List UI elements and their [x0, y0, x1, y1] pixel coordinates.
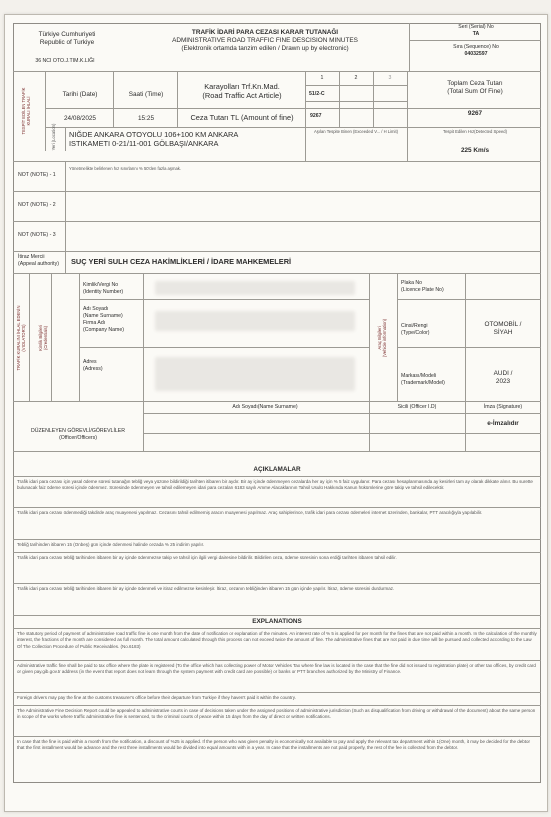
- type-label-1: Cinsi/Rengi: [401, 323, 428, 329]
- date-value-line: [45, 108, 177, 109]
- officer-label-1: DÜZENLEYEN GÖREVLİ/GÖREVLİLER: [31, 428, 125, 434]
- address-redacted: [155, 357, 355, 391]
- serial-value: TA: [472, 31, 480, 37]
- vehicle-side-label-2: (Vehicle information): [382, 318, 387, 358]
- appeal-value: SUÇ YERİ SULH CEZA HAKİMLİKLERİ / İDARE MAHKEMELERİ: [71, 257, 292, 266]
- explanation-tr-4: Trafik idari para cezası tebliğ tarihinden itibaren bir ay içinde ödenmezse takip ve tahsil için ilgili vergi dairesine bildirilir. Bildirilen ceza, ödeme süresinin sona erdiği tarihten itibaren tahsil edilir.: [17, 555, 397, 560]
- vehicle-divider-left: [369, 273, 370, 401]
- total-label-1: Toplam Ceza Tutarı: [447, 80, 503, 87]
- issuer-line-1: Türkiye Cumhuriyeti: [38, 31, 96, 38]
- note-3-label: NOT (NOTE) - 3: [18, 232, 56, 238]
- type-row-bottom: [397, 347, 541, 348]
- col-3-header: 3: [388, 75, 392, 81]
- explanation-tr-1: Trafik idari para cezası için yasal ödeme süresi tutanağın tebliğ veya yüzüne bildirildiği tarihten itibaren bir aydır. Bir ay içinde ödenmeyen cezalarda her ay için % 5 faiz uygulanır. Para cezası hesaplanmasında ay kesirleri tam ay olarak dikkate alınır. Bu surette bulunacak faiz ödeme süresi içinde ödenmez. Süresinde ödenmeyen ve tahsil edilemeyen idari para cezaları 6183 sayılı Amme Alacaklarının Tahsil Usulü Hakkında Kanun hükümlerine göre takip ve tahsil edilecektir.: [17, 479, 533, 491]
- violator-side-label: [16, 276, 30, 400]
- explanation-en-4: The Administrative Fine Decision Report could be appealed to administrative courts in case of decisions taken under the assigned positions of administrative jurisdiction (Such as disqualification from driving or withdrawal of the document) about the same person in scope of the works where traffic administrative fine is sentenced, to the criminal courts of peace within 15 days from the day of direct or written notifications.: [17, 708, 536, 720]
- location-line-1: NIĞDE ANKARA OTOYOLU 106+100 KM ANKARA: [69, 130, 239, 139]
- model-label-2: (Trademark/Model): [401, 380, 445, 386]
- note-1-label: NOT (NOTE) - 1: [18, 172, 56, 178]
- header-bottom-line: [13, 71, 541, 72]
- explanation-en-3-line: [13, 705, 541, 706]
- col-1-header: 1: [320, 75, 324, 81]
- vehicle-divider-mid: [397, 273, 398, 401]
- plate-label-1: Plaka No: [401, 280, 423, 286]
- note-2-label: NOT (NOTE) - 2: [18, 202, 56, 208]
- violator-side-label-1: TRAFİK KURALINI İHLAL EDENİN: [16, 305, 21, 371]
- explanation-en-5: In case that the fine is paid within a month from the notification, a discount of %25 is applied. If the person who was given penalty is economically not available to pay and apply the relevant tax department within 1(One) month, it may be decided for the debtor that the first installment would be advance and the rest three installments would be divided into equal amounts with in a year. In case that the installments are not paid properly, the rest of the fee is collected from the debtor.: [17, 739, 531, 751]
- type-value-1: OTOMOBİL /: [484, 321, 522, 328]
- plate-row-bottom: [397, 299, 541, 300]
- location-line-2: ISTIKAMETI 0-21/11-001 GÖLBAŞI/ANKARA: [69, 139, 219, 148]
- location-divider-1: [305, 127, 306, 161]
- model-value-1: AUDI /: [493, 370, 513, 377]
- officer-header-line: [143, 413, 541, 414]
- explanation-tr-3: Tebliğ tarihinden itibaren 15 (Onbeş) gün içinde ödenmesi halinde cezada % 25 indirim yapılır.: [17, 542, 205, 547]
- officer-reg-header: Sicili (Officer I.D): [397, 404, 437, 410]
- explanation-tr-1-line: [13, 507, 541, 508]
- notes-divider: [65, 161, 66, 251]
- officer-name-header: Adı Soyadı(Name Surname): [232, 404, 298, 410]
- model-value-2: 2023: [495, 378, 511, 385]
- violator-value-divider: [143, 273, 144, 401]
- explanation-en-1-line: [13, 660, 541, 661]
- article-value-line: [305, 101, 407, 102]
- name-row-bottom: [79, 347, 369, 348]
- date-block-bottom: [45, 127, 541, 128]
- plate-label-2: (Licence Plate No): [401, 287, 444, 293]
- col-divider-1: [339, 71, 340, 127]
- location-side-label: Yeri (Location): [51, 123, 56, 151]
- issuer-unit: 36 NCI OTO.J.TIM.K.LIĞI: [35, 58, 95, 64]
- credentials-side-label-1: Kimlik Bilgileri: [38, 325, 43, 351]
- explanation-tr-2: Trafik idari para cezası ödenmediği takdirde araç muayenesi yapılmaz. Cezasını tahsil edilmemiş aracın muayenesi yapılmaz. Araç sahiplerince, trafik idari para cezası ödemeleri internet üzerinden, bankalar, PTT aracılığıyla yapılabilir.: [17, 510, 483, 515]
- officer-sig-header: İmza (Signature): [483, 404, 523, 410]
- sequence-label: Sıra (Sequence) No: [453, 44, 499, 50]
- explanation-en-4-line: [13, 736, 541, 737]
- officer-divider-2: [369, 401, 370, 451]
- name-label-4: (Company Name): [83, 327, 124, 333]
- type-value-2: SİYAH: [493, 329, 513, 336]
- violation-side-label-2: KURALI İHLALİ: [26, 96, 31, 126]
- explanation-en-1: The statutory period of payment of administrative road traffic fine is one month from the date of notification or explanation of the minutes. An interest rate of % 5 is applied for per month for the fines that are not paid within a month. In the calculation of the monthly interest, the fractions of the month are considered as full month. The total amount calculated through this process can not exceed twice the amount of fine. The administrative fines that are not paid in due time will be pursued and collected according to the Law Of The Collection Procedure of Public Receivables. (No.6183): [17, 631, 537, 649]
- document-title-en: ADMINISTRATIVE ROAD TRAFFIC FINE DESCISION MINUTES: [172, 37, 358, 44]
- name-label-3: Firma Adı: [83, 320, 106, 326]
- location-divider-2: [407, 127, 408, 161]
- violation-side-label-1: TESPİT EDİLEN TRAFİK: [21, 87, 26, 135]
- explanation-en-2: Administrative traffic fine shall be paid to tax office where the plate is registered (To the office which has collecting power of Motor Vehicles Tax where fine law is located in the case that the fine did not issued to registration plate) or other tax offices, by credit card or given pay.gib.gov.tr address (in the event that report does not learn through the system payment with credit card are possible) or banks or PTT branches authorized by the Ministry of Finance.: [17, 663, 536, 675]
- speed-value: 225 Km/s: [460, 147, 490, 154]
- officer-bottom: [13, 451, 541, 452]
- name-redacted: [155, 311, 355, 331]
- note-1-bottom: [13, 191, 541, 192]
- explanations-en-heading: EXPLANATIONS: [252, 618, 302, 625]
- address-label-1: Adres: [83, 359, 97, 365]
- article-value: 51/2-C: [309, 91, 325, 97]
- explanations-tr-heading: AÇIKLAMALAR: [253, 466, 301, 473]
- explanation-tr-5: Trafik idari para cezası tebliğ tarihinden itibaren bir ay içinde ödenmeli ve itiraz edilmezse kesinleşir. İtiraz, cezanın tebliğinden itibaren 15 gün içinde yapılır. İtiraz, ödeme süresini durdurmaz.: [17, 586, 395, 591]
- date-value: 24/08/2025: [64, 115, 96, 122]
- fine-row-line: [177, 108, 541, 109]
- total-value: 9267: [467, 110, 483, 117]
- name-label-2: (Name Surname): [83, 313, 123, 319]
- explanation-en-3: Foreign drivers may pay the fine at the customs treasurer's office before their departure from Turkiye if they haven't paid it within the country.: [17, 695, 296, 700]
- serial-label: Seri (Serial) No: [458, 24, 494, 30]
- credentials-side-label-2: (Credentials): [43, 326, 48, 350]
- explanation-tr-2-line: [13, 539, 541, 540]
- date-time-divider: [113, 71, 114, 127]
- document-title-tr: TRAFİK İDARİ PARA CEZASI KARAR TUTANAĞI: [191, 29, 339, 36]
- col-divider-3: [407, 71, 408, 127]
- time-value: 15:25: [138, 115, 154, 122]
- article-label-2: (Road Traffic Act Article): [202, 91, 282, 100]
- document-title-note: (Elektronik ortamda tanzim edilen / Drawn up by electronic): [181, 45, 349, 52]
- sequence-value: 04032597: [464, 51, 488, 57]
- location-label-divider: [65, 127, 66, 151]
- appeal-label-2: (Appeal authority): [18, 261, 59, 267]
- address-label-2: (Adress): [83, 366, 103, 372]
- note-3-bottom: [13, 251, 541, 252]
- id-row-bottom: [79, 299, 369, 300]
- violation-side-label: [21, 79, 37, 143]
- speed-label: Tespit Edilen Hız(Detected Speed): [442, 129, 507, 134]
- cols-header-line: [305, 85, 407, 86]
- appeal-bottom: [13, 273, 541, 274]
- fine-document: [4, 14, 548, 812]
- explanation-tr-4-line: [13, 583, 541, 584]
- col-divider-2: [373, 71, 374, 127]
- officer-row-line: [143, 433, 541, 434]
- time-article-divider: [177, 71, 178, 127]
- time-label: Saati (Time): [128, 91, 164, 98]
- date-label: Tarihi (Date): [62, 91, 98, 98]
- explanation-tr-5-line: [13, 615, 541, 616]
- type-label-2: (Type/Color): [401, 330, 430, 336]
- date-side-divider: [45, 71, 46, 151]
- vehicle-side-label: [377, 289, 391, 387]
- violator-bottom: [13, 401, 541, 402]
- exceeded-label: Aşılan Tespite Binen (Exceeded V... / H Limit): [313, 129, 399, 134]
- name-label-1: Adı Soyadı: [83, 306, 109, 312]
- explanations-tr-heading-line: [13, 476, 541, 477]
- officer-divider-1: [143, 401, 144, 451]
- explanations-en-heading-line: [13, 628, 541, 629]
- officer-label-2: (Officer/Officers): [59, 435, 97, 441]
- vehicle-side-label-1: Araç Bilgileri: [377, 326, 382, 350]
- total-label-2: (Total Sum Of Fine): [447, 88, 503, 95]
- violator-side-label-2: (VIOLATOR'S): [21, 324, 26, 352]
- id-label-1: Kimlik/Vergi No: [83, 282, 119, 288]
- serial-divider: [409, 40, 541, 41]
- location-bottom: [13, 161, 541, 162]
- col-2-header: 2: [354, 75, 358, 81]
- explanation-en-2-line: [13, 692, 541, 693]
- fine-label: Ceza Tutarı TL (Amount of fine): [190, 113, 294, 122]
- appeal-divider: [65, 251, 66, 273]
- violator-label-divider: [79, 273, 80, 401]
- header-divider-right: [409, 23, 410, 71]
- issuer-line-2: Republic of Turkiye: [39, 39, 95, 46]
- note-1-text: Yönetmelikte belirlenen hız sınırlarını % 50'den fazla aşmak.: [69, 166, 182, 171]
- note-2-bottom: [13, 221, 541, 222]
- id-number-redacted: [155, 281, 355, 295]
- appeal-label-1: İtiraz Mercii: [18, 254, 45, 260]
- article-label-1: Karayolları Trf.Kn.Mad.: [204, 82, 280, 91]
- officer-signature-value: e-İmzalıdır: [487, 420, 519, 427]
- model-label-1: Markası/Modeli: [401, 373, 437, 379]
- explanation-tr-3-line: [13, 552, 541, 553]
- fine-value: 9267: [310, 113, 322, 119]
- credentials-side-label: [38, 283, 52, 393]
- id-label-2: (Identity Number): [83, 289, 124, 295]
